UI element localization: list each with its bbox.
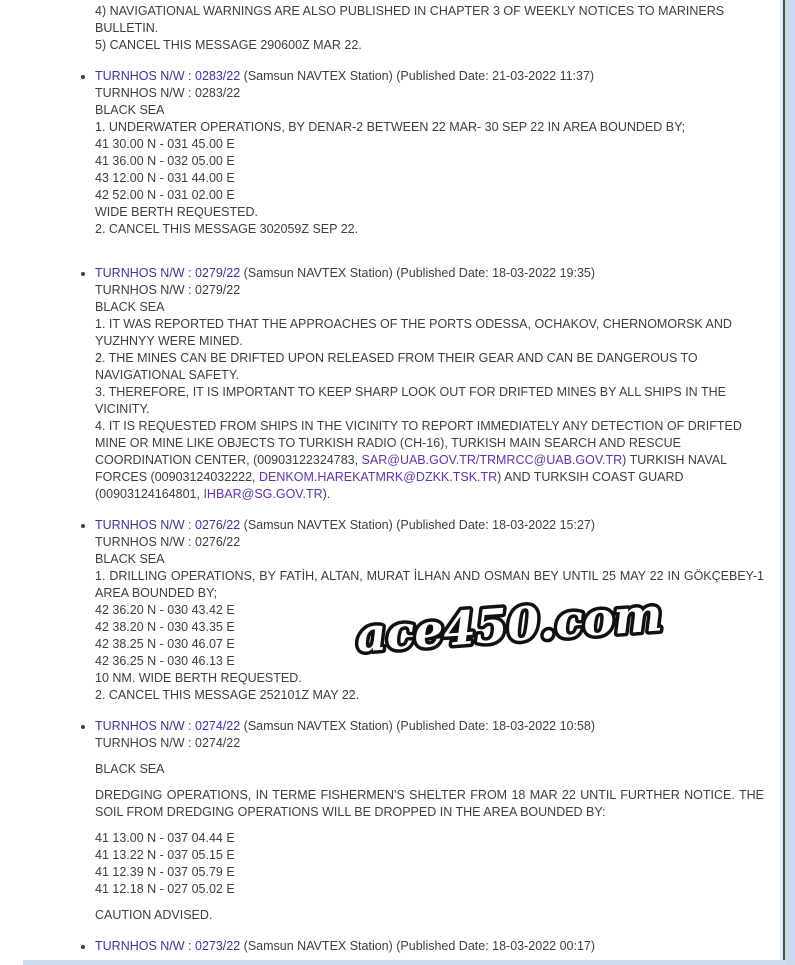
message-lines: TURNHOS N/W : 0274/22 [95,736,241,750]
message-lines: BLACK SEA [95,762,165,776]
message-meta: (Samsun NAVTEX Station) (Published Date: 21-03-2022 11:37) [243,69,595,83]
message-header [95,265,764,282]
message-header [95,517,764,534]
message-paragraph: 4. IT IS REQUESTED FROM SHIPS IN THE VICINITY TO REPORT IMMEDIATELY ANY DETECTION OF DRIFTED MINE OR MINE LIKE OBJECTS TO TURKISH RADIO (CH-16), TURKISH MAIN SEARCH AND RESCUE COORDINATION CENTER, (00903122324783, SAR@UAB.GOV.TR/TRMRCC@UAB.GOV.TR) TURKISH NAVAL FORCES (00903124032222, DENKOM.HAREKATMRK@DZKK.TSK.TR) AND TURKSIH COAST GUARD (00903124164801, IHBAR@SG.GOV.TR). [95,419,742,501]
message-paragraph: 2. THE MINES CAN BE DRIFTED UPON RELEASED FROM THEIR GEAR AND CAN BE DANGEROUS TO NAVIGATIONAL SAFETY. [95,351,698,382]
message-item [95,265,764,503]
message-link[interactable]: TURNHOS N/W : 0279/22 [95,266,241,280]
email-link[interactable]: DENKOM.HAREKATMRK@DZKK.TSK.TR [259,470,498,484]
page-right-border [783,0,795,965]
message-lines: TURNHOS N/W : 0283/22 BLACK SEA 1. UNDERWATER OPERATIONS, BY DENAR-2 BETWEEN 22 MAR- 30 SEP 22 IN AREA BOUNDED BY; 41 30.00 N - 031 45.00 E 41 36.00 N - 032 05.00 E 43 12.00 N - 031 44.00 E 42 52.00 N - 031 02.00 E WIDE BERTH REQUESTED. 2. CANCEL THIS MESSAGE 302059Z SEP 22. [95,86,686,236]
message-lines: 41 13.00 N - 037 04.44 E 41 13.22 N - 037 05.15 E 41 12.39 N - 037 05.79 E 41 12.18 N - 027 05.02 E [95,831,235,896]
message-link[interactable]: TURNHOS N/W : 0274/22 [95,719,241,733]
message-lines: CAUTION ADVISED. [95,908,213,922]
intro-line-1: 4) NAVIGATIONAL WARNINGS ARE ALSO PUBLISHED IN CHAPTER 3 OF WEEKLY NOTICES TO MARINERS BULLETIN. [95,4,725,35]
message-paragraph: 3. THEREFORE, IT IS IMPORTANT TO KEEP SHARP LOOK OUT FOR DRIFTED MINES BY ALL SHIPS IN THE VICINITY. [95,385,726,416]
message-header [95,68,764,85]
intro-block [0,3,764,54]
message-lines: 42 36.20 N - 030 43.42 E 42 38.20 N - 030 43.35 E 42 38.25 N - 030 46.07 E 42 36.25 N - 030 46.13 E 10 NM. WIDE BERTH REQUESTED. 2. CANCEL THIS MESSAGE 252101Z MAY 22. [95,603,360,702]
message-paragraph: 1. DRILLING OPERATIONS, BY FATİH, ALTAN, MURAT İLHAN AND OSMAN BEY UNTIL 25 MAY 22 IN GÖKÇEBEY-1 AREA BOUNDED BY; [95,569,764,600]
message-meta: (Samsun NAVTEX Station) (Published Date: 18-03-2022 00:17) [243,939,596,953]
message-item [95,517,764,704]
message-header [95,718,764,735]
message-link[interactable]: TURNHOS N/W : 0273/22 [95,939,241,953]
message-item [95,718,764,924]
intro-line-2: 5) CANCEL THIS MESSAGE 290600Z MAR 22. [95,38,362,52]
message-meta: (Samsun NAVTEX Station) (Published Date: 18-03-2022 19:35) [243,266,596,280]
message-link[interactable]: TURNHOS N/W : 0276/22 [95,518,241,532]
message-paragraph: 1. IT WAS REPORTED THAT THE APPROACHES OF THE PORTS ODESSA, OCHAKOV, CHERNOMORSK AND YUZHNYY WERE MINED. [95,317,732,348]
watermark-text: ace450.com [354,587,665,663]
message-header [95,938,764,955]
message-item [95,938,764,955]
email-link[interactable]: IHBAR@SG.GOV.TR [203,487,323,501]
message-lines: TURNHOS N/W : 0279/22 BLACK SEA [95,283,241,314]
email-link[interactable]: SAR@UAB.GOV.TR/TRMRCC@UAB.GOV.TR [361,453,623,467]
message-meta: (Samsun NAVTEX Station) (Published Date: 18-03-2022 10:58) [243,719,596,733]
message-meta: (Samsun NAVTEX Station) (Published Date: 18-03-2022 15:27) [243,518,596,532]
message-list [0,68,764,955]
message-lines: TURNHOS N/W : 0276/22 BLACK SEA [95,535,241,566]
message-link[interactable]: TURNHOS N/W : 0283/22 [95,69,241,83]
bottom-scroll-strip[interactable] [23,960,786,965]
message-item [95,68,764,238]
message-paragraph: DREDGING OPERATIONS, IN TERME FISHERMEN'S SHELTER FROM 18 MAR 22 UNTIL FURTHER NOTICE. THE SOIL FROM DREDGING OPERATIONS WILL BE DROPPED IN THE AREA BOUNDED BY: [95,788,764,819]
